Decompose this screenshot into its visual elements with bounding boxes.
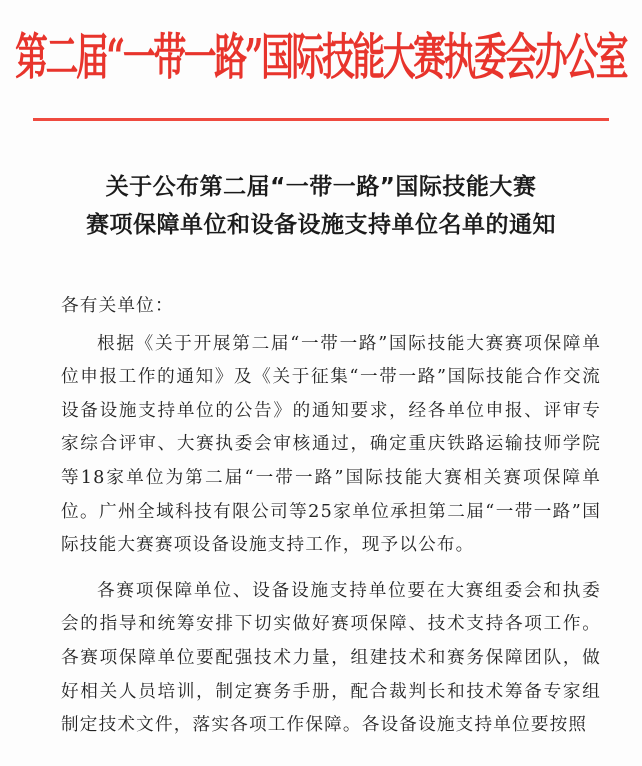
- title-line-1: 关于公布第二届“一带一路”国际技能大赛: [105, 174, 537, 200]
- letterhead-office-name: 第二届“一带一路”国际技能大赛执委会办公室: [15, 28, 627, 86]
- letterhead: [0, 4, 642, 104]
- paragraph-1: 根据《关于开展第二届“一带一路”国际技能大赛赛项保障单位申报工作的通知》及《关于征集“一带一路”国际技能合作交流设备设施支持单位的公告》的通知要求，经各单位申报、评审专家综合评审、大赛执委会审核通过，确定重庆铁路运输技师学院等18家单位为第二届“一带一路”国际技能大赛相关赛项保障单位。广州全域科技有限公司等25家单位承担第二届“一带一路”国际技能大赛赛项设备设施支持工作，现予以公布。: [61, 333, 601, 556]
- document-title: [0, 168, 642, 244]
- letterhead-rule: [33, 118, 609, 121]
- title-line-2: 赛项保障单位和设备设施支持单位名单的通知: [86, 212, 556, 238]
- document-body: [61, 290, 601, 755]
- paragraph-2: 各赛项保障单位、设备设施支持单位要在大赛组委会和执委会的指导和统筹安排下切实做好赛项保障、技术支持各项工作。各赛项保障单位要配强技术力量，组建技术和赛务保障团队，做好相关人员培训，制定赛务手册，配合裁判长和技术筹备专家组制定技术文件，落实各项工作保障。各设备设施支持单位要按照: [61, 580, 601, 736]
- salutation: 各有关单位：: [61, 296, 174, 316]
